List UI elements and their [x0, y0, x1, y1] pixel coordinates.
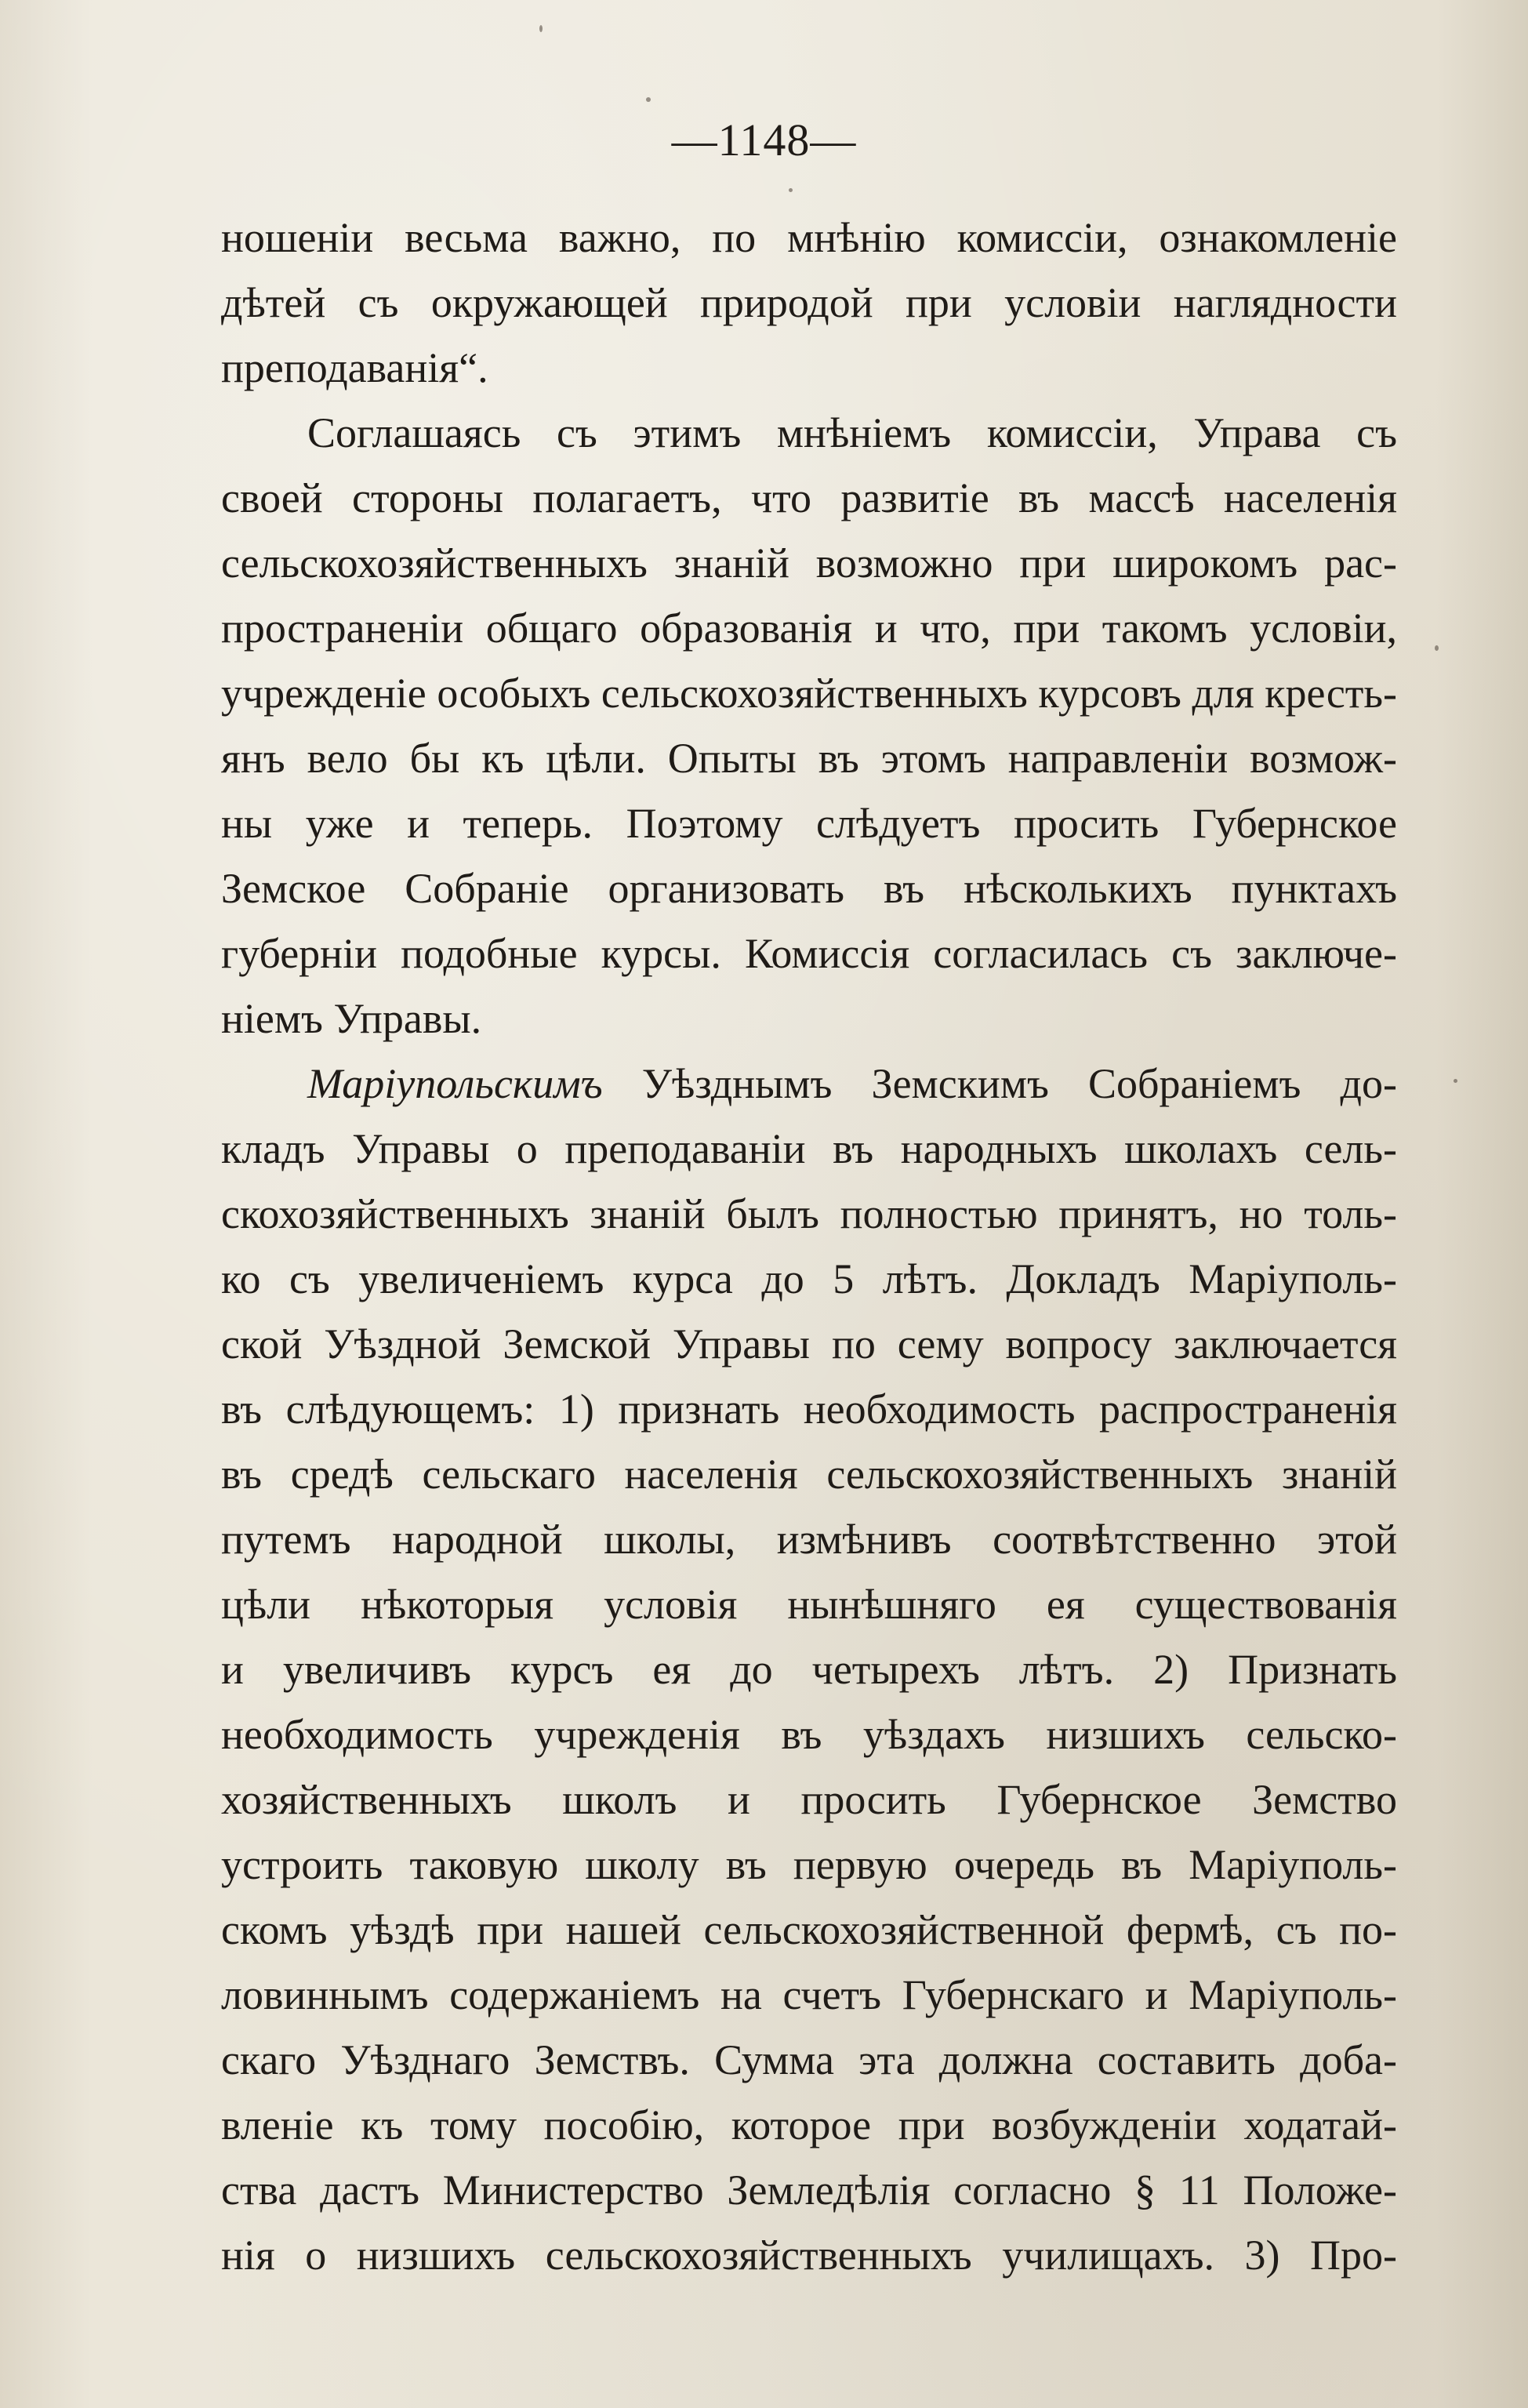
- text-line: ства дастъ Министерство Земледѣлія согласно § 11 Положе-: [221, 2166, 1397, 2214]
- text-line: нія о низшихъ сельскохозяйственныхъ училищахъ. 3) Про-: [221, 2232, 1397, 2279]
- place-name-italic: Маріупольскимъ: [307, 1060, 603, 1107]
- text-line: путемъ народной школы, измѣнивъ соотвѣтственно этой: [221, 1516, 1397, 1563]
- page-number: —1148—: [671, 114, 857, 165]
- text-line: ко съ увеличеніемъ курса до 5 лѣтъ. Докладъ Маріуполь-: [221, 1255, 1397, 1302]
- text-line: Земское Собраніе организовать въ нѣсколькихъ пунктахъ: [221, 865, 1397, 912]
- text-line-content: Уѣзднымъ Земскимъ Собраніемъ до-: [641, 1060, 1397, 1107]
- text-line: необходимость учрежденія въ уѣздахъ низшихъ сельско-: [221, 1711, 1397, 1758]
- body-text: [221, 205, 1397, 2288]
- ink-speck: [1454, 1079, 1457, 1083]
- paragraph-1: [221, 205, 1397, 401]
- text-line: [221, 401, 1397, 466]
- text-line: хозяйственныхъ школъ и просить Губернское Земство: [221, 1776, 1397, 1823]
- paragraph-2: [221, 401, 1397, 1051]
- text-line: сельскохозяйственныхъ знаній возможно при широкомъ рас-: [221, 539, 1397, 587]
- text-line: янъ вело бы къ цѣли. Опыты въ этомъ направленіи возмож-: [221, 735, 1397, 782]
- ink-speck: [539, 25, 543, 32]
- ink-speck: [646, 97, 651, 102]
- text-line: скаго Уѣзднаго Земствъ. Сумма эта должна составить доба-: [221, 2036, 1397, 2083]
- text-line: и увеличивъ курсъ ея до четырехъ лѣтъ. 2) Признать: [221, 1646, 1397, 1693]
- paragraph-3: [221, 1051, 1397, 2288]
- text-line: устроить таковую школу въ первую очередь въ Маріуполь-: [221, 1841, 1397, 1888]
- text-line: своей стороны полагаетъ, что развитіе въ массѣ населенія: [221, 474, 1397, 521]
- text-line: ніемъ Управы.: [221, 995, 482, 1042]
- ink-speck: [789, 188, 793, 192]
- text-line: кладъ Управы о преподаваніи въ народныхъ школахъ сель-: [221, 1125, 1397, 1172]
- text-line: цѣли нѣкоторыя условія нынѣшняго ея существованія: [221, 1581, 1397, 1628]
- text-line-content: Соглашаясь съ этимъ мнѣніемъ комиссіи, Управа съ: [307, 409, 1397, 456]
- text-line: ношеніи весьма важно, по мнѣнію комиссіи, ознакомленіе: [221, 214, 1397, 261]
- text-line: ской Уѣздной Земской Управы по сему вопросу заключается: [221, 1320, 1397, 1367]
- text-line: пространеніи общаго образованія и что, при такомъ условіи,: [221, 605, 1397, 652]
- text-line: губерніи подобные курсы. Комиссія согласилась съ заключе-: [221, 930, 1397, 977]
- text-line: ловиннымъ содержаніемъ на счетъ Губернскаго и Маріуполь-: [221, 1971, 1397, 2018]
- text-line: въ слѣдующемъ: 1) признать необходимость распространенія: [221, 1386, 1397, 1433]
- text-line: [221, 1051, 1397, 1117]
- text-line: учрежденіе особыхъ сельскохозяйственныхъ курсовъ для кресть-: [221, 670, 1397, 717]
- text-line: скомъ уѣздѣ при нашей сельскохозяйственной фермѣ, съ по-: [221, 1906, 1397, 1953]
- text-line: скохозяйственныхъ знаній былъ полностью принятъ, но толь-: [221, 1190, 1397, 1237]
- text-line: въ средѣ сельскаго населенія сельскохозяйственныхъ знаній: [221, 1451, 1397, 1498]
- text-line: ны уже и теперь. Поэтому слѣдуетъ просить Губернское: [221, 800, 1397, 847]
- ink-speck: [1435, 645, 1439, 651]
- text-line: дѣтей съ окружающей природой при условіи наглядности: [221, 279, 1397, 326]
- text-line: преподаванія“.: [221, 344, 488, 391]
- text-line: вленіе къ тому пособію, которое при возбужденіи ходатай-: [221, 2101, 1397, 2148]
